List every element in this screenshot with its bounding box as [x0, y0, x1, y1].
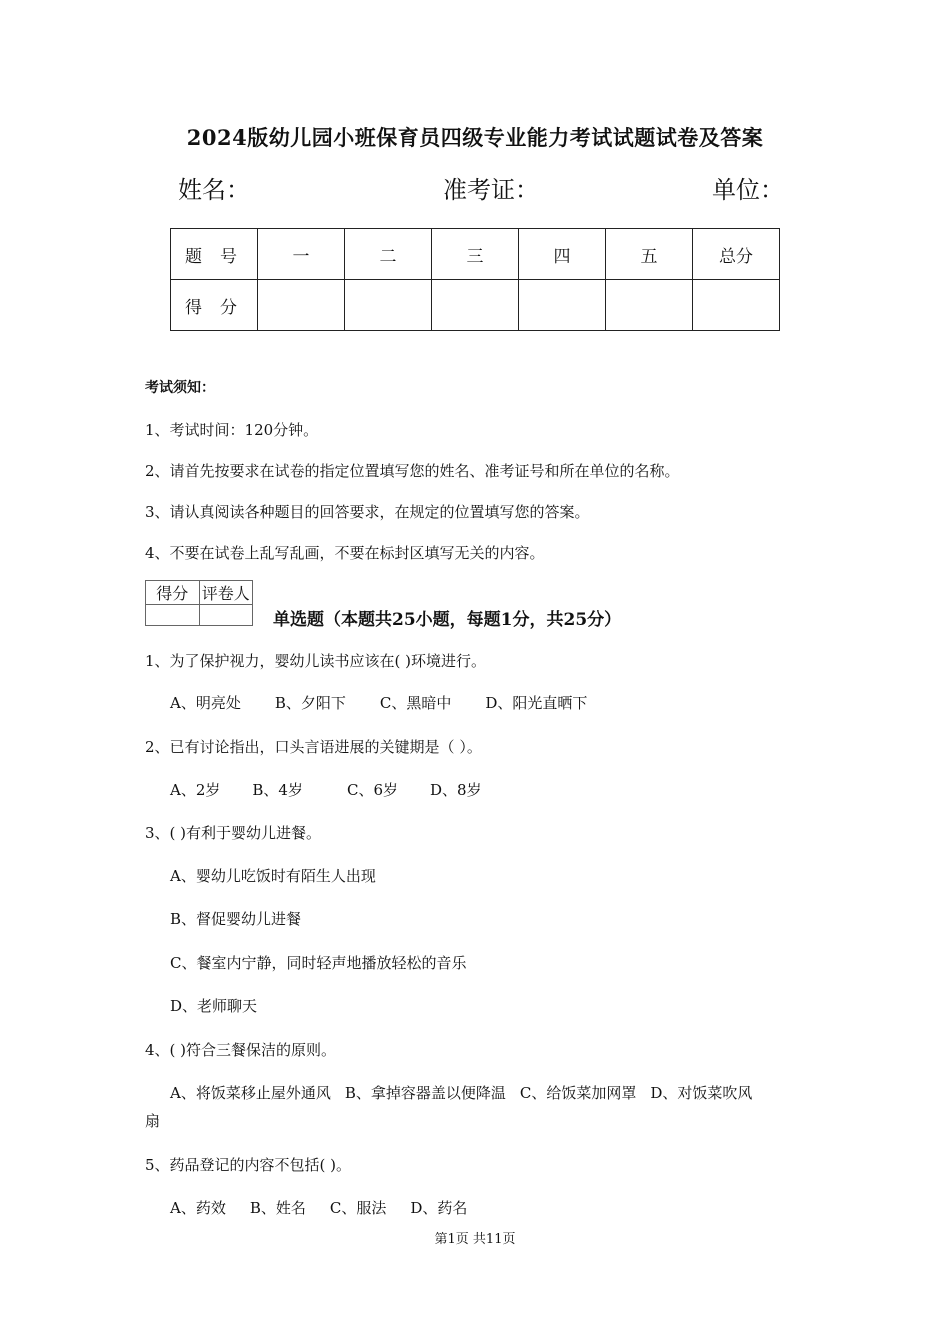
option[interactable]: B、4岁 — [252, 781, 303, 799]
option[interactable]: A、2岁 — [170, 781, 221, 799]
score-table-score-row — [171, 280, 780, 331]
option[interactable]: C、餐室内宁静，同时轻声地播放轻松的音乐 — [170, 954, 467, 972]
question-stem: 1、为了保护视力，婴幼儿读书应该在( )环境进行。 — [145, 652, 487, 670]
score-cell-1[interactable] — [258, 280, 345, 331]
document-title: 2024版幼儿园小班保育员四级专业能力考试试题试卷及答案 — [186, 125, 764, 150]
option[interactable]: C、服法 — [329, 1199, 387, 1217]
score-table-header-row — [171, 229, 780, 280]
score-cell-4[interactable] — [519, 280, 606, 331]
exam-id-field-label: 准考证： — [443, 176, 539, 204]
note-item: 1、考试时间：120分钟。 — [145, 421, 319, 439]
grader-box-score-label: 得分 — [146, 581, 200, 605]
score-cell-total[interactable] — [693, 280, 780, 331]
option-row — [170, 1197, 467, 1218]
option[interactable]: D、老师聊天 — [170, 997, 258, 1015]
score-cell-3[interactable] — [432, 280, 519, 331]
unit-field-label: 单位： — [712, 176, 784, 204]
note-item: 4、不要在试卷上乱写乱画，不要在标封区填写无关的内容。 — [145, 544, 545, 562]
option[interactable]: B、姓名 — [249, 1199, 306, 1217]
grader-box — [145, 580, 253, 626]
score-table-col-2: 二 — [345, 229, 432, 280]
score-table-header-label: 题号 — [171, 229, 258, 280]
question-stem: 4、( )符合三餐保洁的原则。 — [145, 1041, 337, 1059]
option[interactable]: B、督促婴幼儿进餐 — [170, 910, 302, 928]
option[interactable]: C、黑暗中 — [379, 694, 452, 712]
option[interactable]: D、8岁 — [430, 781, 482, 799]
grader-box-score-cell[interactable] — [146, 605, 200, 626]
page-footer: 第1页 共11页 — [434, 1232, 516, 1247]
option[interactable]: A、明亮处 — [170, 694, 241, 712]
note-item: 3、请认真阅读各种题目的回答要求，在规定的位置填写您的答案。 — [145, 503, 590, 521]
option-row — [170, 779, 482, 800]
section-title: 单选题（本题共25小题，每题1分，共25分） — [273, 610, 622, 630]
grader-box-grader-label: 评卷人 — [199, 581, 253, 605]
score-table-col-5: 五 — [606, 229, 693, 280]
score-cell-5[interactable] — [606, 280, 693, 331]
option[interactable]: D、药名 — [410, 1199, 468, 1217]
option[interactable]: B、拿掉容器盖以便降温 — [344, 1084, 506, 1102]
option[interactable]: B、夕阳下 — [274, 694, 346, 712]
note-item: 2、请首先按要求在试卷的指定位置填写您的姓名、准考证号和所在单位的名称。 — [145, 462, 680, 480]
name-field-label: 姓名： — [178, 176, 250, 204]
score-cell-2[interactable] — [345, 280, 432, 331]
option[interactable]: C、6岁 — [346, 781, 398, 799]
score-table-col-total: 总分 — [693, 229, 780, 280]
option[interactable]: D、对饭菜吹风 — [650, 1084, 753, 1102]
question-stem: 5、药品登记的内容不包括( )。 — [145, 1156, 352, 1174]
option[interactable]: D、阳光直晒下 — [485, 694, 588, 712]
notes-title: 考试须知： — [145, 380, 215, 396]
score-table-col-1: 一 — [258, 229, 345, 280]
option-wrap: 扇 — [145, 1112, 161, 1130]
option[interactable]: A、婴幼儿吃饭时有陌生人出现 — [170, 867, 376, 885]
option-row — [170, 692, 587, 713]
option-row — [170, 1082, 752, 1103]
question-stem: 2、已有讨论指出，口头言语进展的关键期是（ ）。 — [145, 738, 482, 756]
option[interactable]: C、给饭菜加网罩 — [519, 1084, 637, 1102]
score-table-col-3: 三 — [432, 229, 519, 280]
grader-box-grader-cell[interactable] — [199, 605, 253, 626]
score-table-score-label: 得分 — [171, 280, 258, 331]
option[interactable]: A、药效 — [170, 1199, 226, 1217]
score-table-col-4: 四 — [519, 229, 606, 280]
score-table — [170, 228, 780, 331]
question-stem: 3、( )有利于婴幼儿进餐。 — [145, 824, 322, 842]
option[interactable]: A、将饭菜移止屋外通风 — [170, 1084, 331, 1102]
